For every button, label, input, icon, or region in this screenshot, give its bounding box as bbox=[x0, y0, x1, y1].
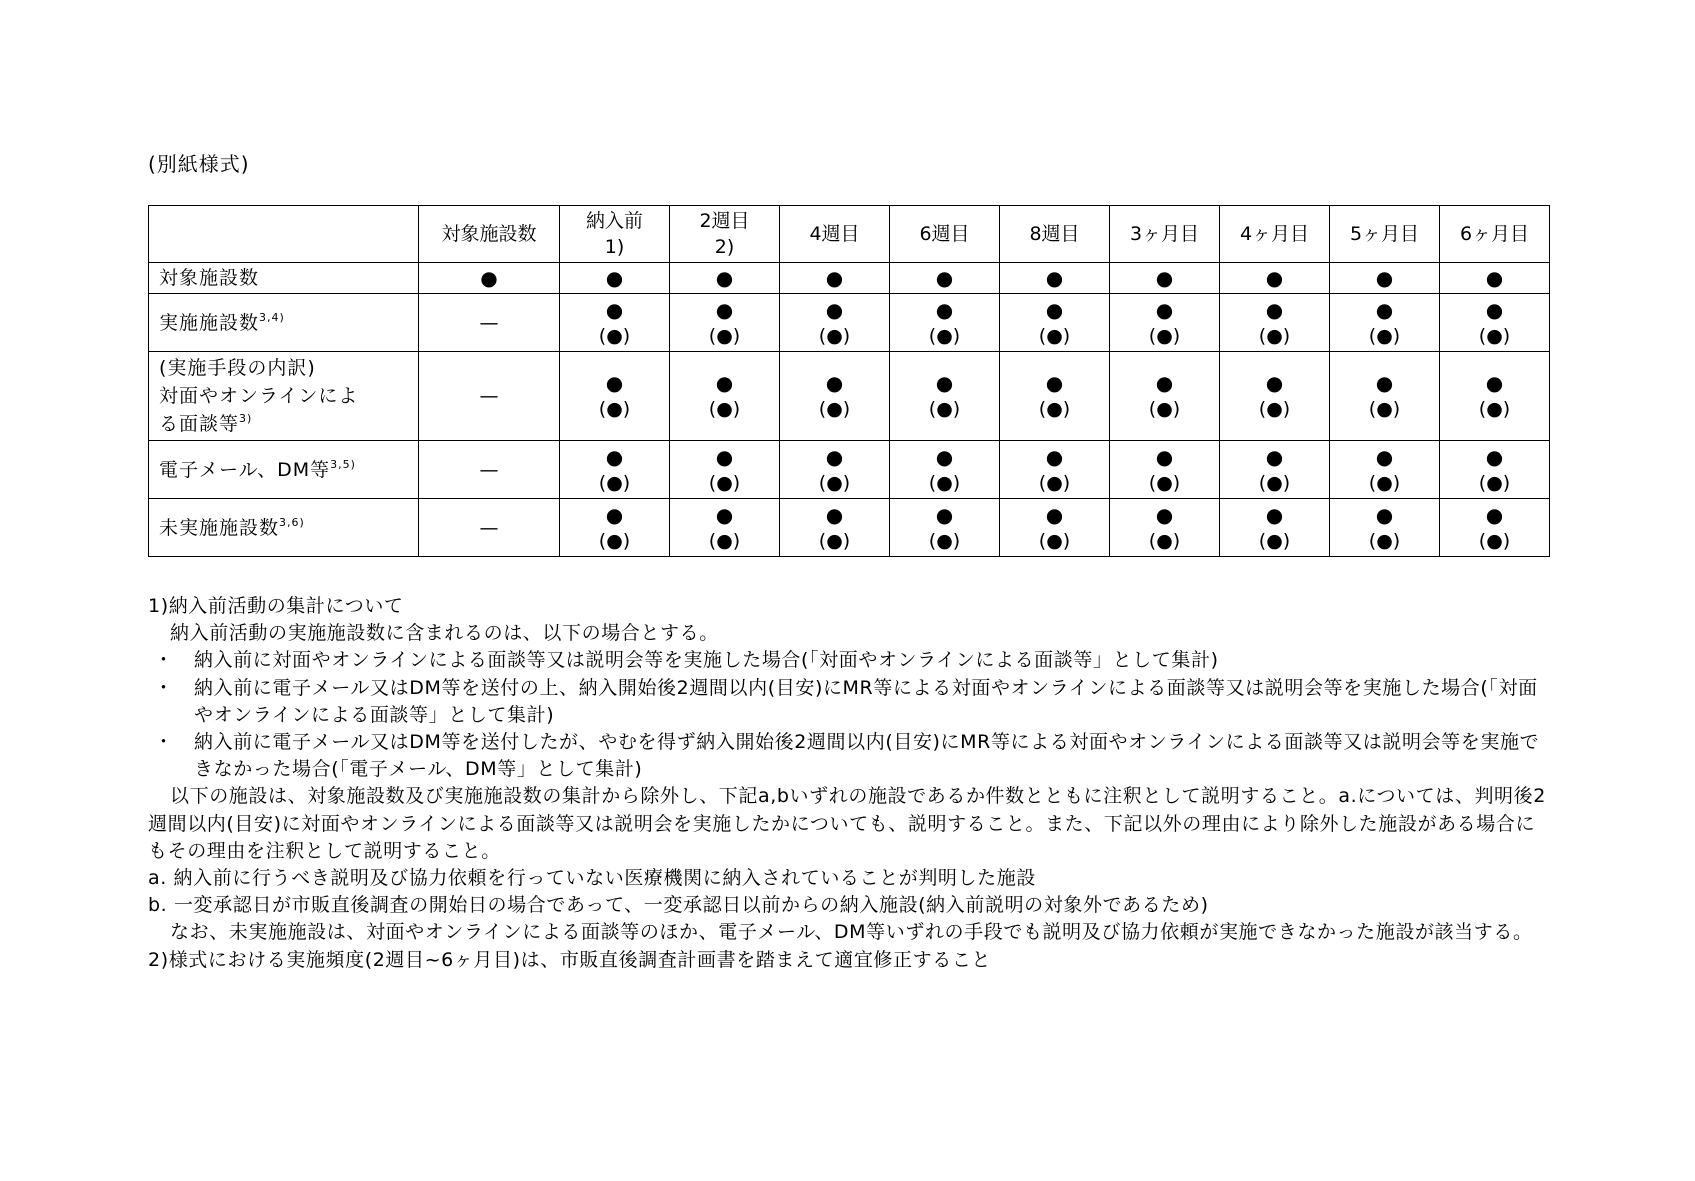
paren-dot-mark: (●) bbox=[928, 324, 961, 347]
table-cell bbox=[670, 441, 780, 499]
list-item bbox=[148, 729, 1550, 783]
col-header: 納入前 1) bbox=[560, 206, 670, 263]
bullet-text: 納入前に対面やオンラインによる面談等又は説明会等を実施した場合(「対面やオンラインによる面談等」として集計) bbox=[194, 649, 1219, 672]
col-header: 4週目 bbox=[780, 206, 890, 263]
survey-table bbox=[148, 205, 1550, 557]
paren-dot-mark: (●) bbox=[598, 324, 631, 347]
table-row bbox=[149, 352, 1550, 441]
dot-mark: ● bbox=[825, 371, 844, 395]
bullet-mark: ・ bbox=[154, 676, 174, 699]
row-label: 対象施設数 bbox=[149, 263, 419, 294]
dot-mark: ● bbox=[1265, 371, 1284, 395]
dot-mark: ● bbox=[1155, 502, 1174, 527]
table-cell bbox=[1330, 352, 1440, 441]
dot-mark: ● bbox=[1375, 444, 1394, 469]
table-cell bbox=[1110, 263, 1220, 294]
table-row bbox=[149, 263, 1550, 294]
dot-mark: ● bbox=[825, 266, 844, 290]
table-cell bbox=[890, 441, 1000, 499]
dot-mark: ● bbox=[715, 502, 734, 527]
table-cell bbox=[1110, 441, 1220, 499]
note-1-title: 1)納入前活動の集計について bbox=[148, 595, 404, 617]
dot-mark: ● bbox=[1485, 502, 1504, 527]
table-cell bbox=[1440, 294, 1550, 352]
unimplemented-paragraph: なお、未実施施設は、対面やオンラインによる面談等のほか、電子メール、DM等いずれの手段でも説明及び協力依頼が実施できなかった施設が該当する。 bbox=[170, 921, 1533, 944]
table-cell bbox=[780, 263, 890, 294]
row-label: (実施手段の内訳) 対面やオンラインによ る面談等$^{3)}$ bbox=[149, 352, 419, 441]
table-cell bbox=[419, 441, 560, 499]
paren-dot-mark: (●) bbox=[1038, 324, 1071, 347]
dot-mark: ● bbox=[1155, 297, 1174, 322]
table-cell bbox=[1220, 352, 1330, 441]
table-cell bbox=[670, 499, 780, 557]
table-cell bbox=[890, 294, 1000, 352]
dot-mark: ● bbox=[1265, 266, 1284, 290]
table-cell bbox=[780, 352, 890, 441]
dot-mark: ● bbox=[1375, 266, 1394, 290]
dot-mark: ● bbox=[1375, 371, 1394, 395]
paren-dot-mark: (●) bbox=[1148, 529, 1181, 552]
table-cell bbox=[1440, 441, 1550, 499]
dot-mark: ● bbox=[1155, 371, 1174, 395]
table-cell bbox=[1110, 499, 1220, 557]
table-cell bbox=[560, 499, 670, 557]
paren-dot-mark: (●) bbox=[1148, 324, 1181, 347]
exclusion-item-a: a. 納入前に行うべき説明及び協力依頼を行っていない医療機関に納入されていることが判明した施設 bbox=[148, 867, 1036, 890]
paren-dot-mark: (●) bbox=[1478, 471, 1511, 494]
row-label: 電子メール、DM等$^{3,5)}$ bbox=[149, 441, 419, 499]
paren-dot-mark: (●) bbox=[928, 471, 961, 494]
table-cell bbox=[780, 499, 890, 557]
bullet-text: 納入前に電子メール又はDM等を送付の上、納入開始後2週間以内(目安)にMR等による対面やオンラインによる面談等又は説明会等を実施した場合(「対面やオンラインによる面談等」として集計) bbox=[194, 676, 1538, 726]
list-item bbox=[148, 647, 1550, 674]
exclusion-paragraph: 以下の施設は、対象施設数及び実施施設数の集計から除外し、下記a,bいずれの施設であるか件数とともに注釈として説明すること。a.については、判明後2週間以内(目安)に対面やオンラインによる面談等又は説明会を実施したかについても、説明すること。また、下記以外の理由により除外した施設がある場合にもその理由を注釈として説明すること。 bbox=[148, 785, 1546, 862]
dot-mark: ● bbox=[605, 444, 624, 469]
paren-dot-mark: (●) bbox=[1478, 324, 1511, 347]
paren-dot-mark: (●) bbox=[1258, 324, 1291, 347]
paren-dot-mark: (●) bbox=[708, 398, 741, 420]
dot-mark: ● bbox=[935, 371, 954, 395]
dot-mark: ● bbox=[1045, 266, 1064, 290]
paren-dot-mark: (●) bbox=[1038, 471, 1071, 494]
paren-dot-mark: (●) bbox=[1368, 529, 1401, 552]
table-cell bbox=[1330, 441, 1440, 499]
dot-mark: ● bbox=[1155, 266, 1174, 290]
dot-mark: ● bbox=[1485, 444, 1504, 469]
paren-dot-mark: (●) bbox=[1038, 398, 1071, 420]
paren-dot-mark: (●) bbox=[818, 398, 851, 420]
table-cell bbox=[560, 352, 670, 441]
table-cell bbox=[1330, 263, 1440, 294]
paren-dot-mark: (●) bbox=[1478, 398, 1511, 420]
table-cell bbox=[890, 352, 1000, 441]
dot-mark: ● bbox=[605, 297, 624, 322]
dot-mark: ● bbox=[1265, 297, 1284, 322]
dot-mark: ● bbox=[1045, 444, 1064, 469]
paren-dot-mark: (●) bbox=[1038, 529, 1071, 552]
dot-mark: ● bbox=[935, 444, 954, 469]
note-2: 2)様式における実施頻度(2週目~6ヶ月目)は、市販直後調査計画書を踏まえて適宜修正すること bbox=[148, 948, 992, 971]
table-cell bbox=[1440, 499, 1550, 557]
table-cell bbox=[1000, 441, 1110, 499]
paren-dot-mark: (●) bbox=[818, 324, 851, 347]
table-cell bbox=[1220, 294, 1330, 352]
dot-mark: ● bbox=[935, 502, 954, 527]
dot-mark: ● bbox=[1485, 371, 1504, 395]
paren-dot-mark: (●) bbox=[1258, 529, 1291, 552]
dot-mark: ● bbox=[1375, 502, 1394, 527]
paren-dot-mark: (●) bbox=[1258, 398, 1291, 420]
col-header: 対象施設数 bbox=[419, 206, 560, 263]
col-header: 6週目 bbox=[890, 206, 1000, 263]
col-header: 2週目 2) bbox=[670, 206, 780, 263]
table-cell bbox=[780, 441, 890, 499]
table-row bbox=[149, 294, 1550, 352]
dot-mark: ● bbox=[1045, 297, 1064, 322]
table-cell bbox=[1440, 352, 1550, 441]
table-cell bbox=[419, 294, 560, 352]
col-header: 8週目 bbox=[1000, 206, 1110, 263]
dot-mark: ● bbox=[715, 297, 734, 322]
dot-mark: ● bbox=[935, 266, 954, 290]
dot-mark: ● bbox=[825, 297, 844, 322]
table-cell bbox=[1330, 294, 1440, 352]
bullet-mark: ・ bbox=[154, 731, 174, 754]
table-row bbox=[149, 441, 1550, 499]
dot-mark: ● bbox=[1485, 266, 1504, 290]
dot-mark: ● bbox=[605, 266, 624, 290]
table-cell bbox=[670, 263, 780, 294]
col-header: 6ヶ月目 bbox=[1440, 206, 1550, 263]
note-1-intro: 納入前活動の実施施設数に含まれるのは、以下の場合とする。 bbox=[170, 622, 719, 645]
paren-dot-mark: (●) bbox=[928, 529, 961, 552]
row-label: 実施施設数$^{3,4)}$ bbox=[149, 294, 419, 352]
header-row bbox=[149, 206, 1550, 263]
table-cell bbox=[1000, 499, 1110, 557]
form-label: (別紙様式) bbox=[148, 152, 250, 176]
table-cell bbox=[560, 294, 670, 352]
dash-mark: — bbox=[479, 385, 499, 407]
dot-mark: ● bbox=[1265, 502, 1284, 527]
table-cell bbox=[1220, 263, 1330, 294]
paren-dot-mark: (●) bbox=[1148, 471, 1181, 494]
paren-dot-mark: (●) bbox=[1368, 398, 1401, 420]
paren-dot-mark: (●) bbox=[1258, 471, 1291, 494]
paren-dot-mark: (●) bbox=[598, 529, 631, 552]
dot-mark: ● bbox=[715, 371, 734, 395]
dash-mark: — bbox=[479, 311, 499, 334]
bullet-text: 納入前に電子メール又はDM等を送付したが、やむを得ず納入開始後2週間以内(目安)にMR等による対面やオンラインによる面談等又は説明会等を実施できなかった場合(「電子メール、DM等」として集計) bbox=[194, 731, 1540, 781]
dot-mark: ● bbox=[715, 266, 734, 290]
table-cell bbox=[1220, 441, 1330, 499]
bullet-mark: ・ bbox=[154, 649, 174, 672]
dot-mark: ● bbox=[605, 371, 624, 395]
dot-mark: ● bbox=[1045, 371, 1064, 395]
dot-mark: ● bbox=[1045, 502, 1064, 527]
dot-mark: ● bbox=[1155, 444, 1174, 469]
paren-dot-mark: (●) bbox=[1478, 529, 1511, 552]
table-cell bbox=[419, 263, 560, 294]
paren-dot-mark: (●) bbox=[1148, 398, 1181, 420]
paren-dot-mark: (●) bbox=[818, 471, 851, 494]
dot-mark: ● bbox=[1485, 297, 1504, 322]
paren-dot-mark: (●) bbox=[928, 398, 961, 420]
dot-mark: ● bbox=[935, 297, 954, 322]
table-cell bbox=[1220, 499, 1330, 557]
paren-dot-mark: (●) bbox=[1368, 324, 1401, 347]
col-header: 5ヶ月目 bbox=[1330, 206, 1440, 263]
paren-dot-mark: (●) bbox=[598, 471, 631, 494]
dot-mark: ● bbox=[1265, 444, 1284, 469]
table-row bbox=[149, 499, 1550, 557]
table-cell bbox=[1110, 352, 1220, 441]
dot-mark: ● bbox=[480, 266, 498, 290]
table-cell bbox=[1330, 499, 1440, 557]
paren-dot-mark: (●) bbox=[708, 324, 741, 347]
header-corner bbox=[149, 206, 419, 263]
paren-dot-mark: (●) bbox=[708, 471, 741, 494]
table-cell bbox=[1000, 263, 1110, 294]
dash-mark: — bbox=[479, 458, 499, 481]
dash-mark: — bbox=[479, 516, 499, 539]
row-label: 未実施施設数$^{3,6)}$ bbox=[149, 499, 419, 557]
dot-mark: ● bbox=[825, 502, 844, 527]
table-cell bbox=[890, 499, 1000, 557]
paren-dot-mark: (●) bbox=[1368, 471, 1401, 494]
dot-mark: ● bbox=[715, 444, 734, 469]
table-cell bbox=[419, 499, 560, 557]
col-header: 4ヶ月目 bbox=[1220, 206, 1330, 263]
table-cell bbox=[1110, 294, 1220, 352]
table-cell bbox=[419, 352, 560, 441]
col-header: 3ヶ月目 bbox=[1110, 206, 1220, 263]
notes-section bbox=[148, 593, 1550, 974]
table-cell bbox=[1000, 352, 1110, 441]
table-cell bbox=[560, 441, 670, 499]
dot-mark: ● bbox=[605, 502, 624, 527]
table-cell bbox=[780, 294, 890, 352]
dot-mark: ● bbox=[825, 444, 844, 469]
paren-dot-mark: (●) bbox=[818, 529, 851, 552]
table-cell bbox=[890, 263, 1000, 294]
exclusion-item-b: b. 一変承認日が市販直後調査の開始日の場合であって、一変承認日以前からの納入施設(納入前説明の対象外であるため) bbox=[148, 894, 1209, 917]
table-cell bbox=[560, 263, 670, 294]
dot-mark: ● bbox=[1375, 297, 1394, 322]
table-cell bbox=[1000, 294, 1110, 352]
paren-dot-mark: (●) bbox=[598, 398, 631, 420]
table-cell bbox=[670, 294, 780, 352]
table-cell bbox=[1440, 263, 1550, 294]
paren-dot-mark: (●) bbox=[708, 529, 741, 552]
table-cell bbox=[670, 352, 780, 441]
list-item bbox=[148, 675, 1550, 729]
